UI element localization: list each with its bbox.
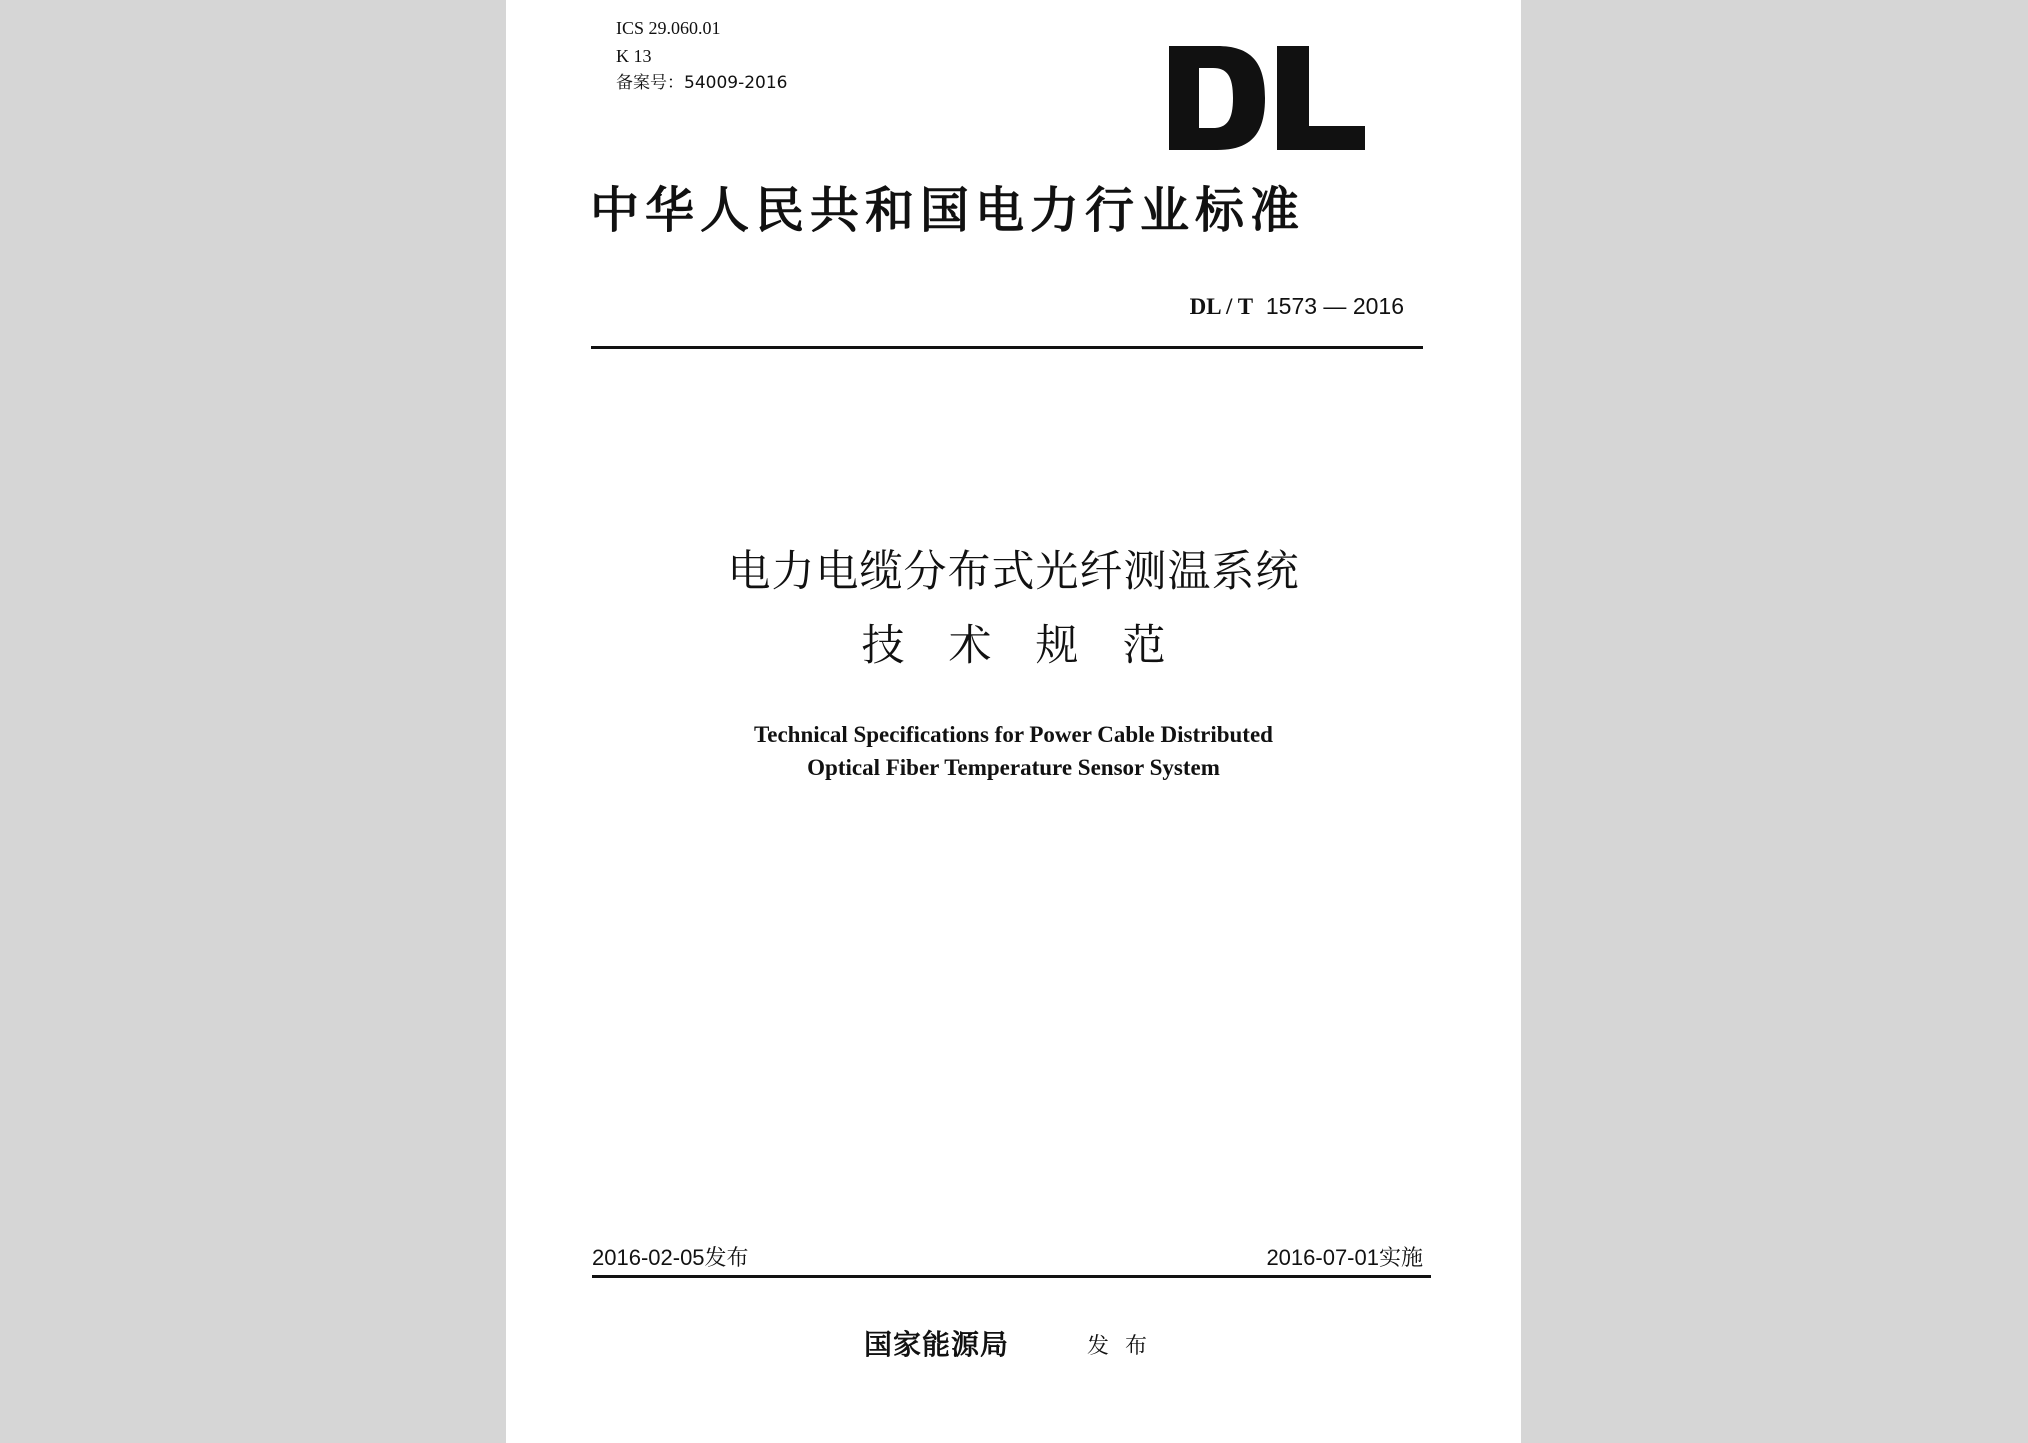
filing-number: 备案号：54009-2016	[616, 73, 788, 93]
document-page	[506, 0, 1521, 1443]
implementation-date-value: 2016-07-01	[1266, 1245, 1379, 1270]
dl-logo	[1169, 46, 1369, 150]
chinese-title-line-2: 技术规范	[861, 621, 1210, 671]
implementation-date	[1266, 1243, 1423, 1274]
implementation-date-suffix: 实施	[1378, 1246, 1423, 1271]
ics-code: ICS 29.060.01	[616, 18, 721, 38]
standard-prefix: DL / T	[1189, 294, 1254, 319]
english-title-line-2: Optical Fiber Temperature Sensor System	[807, 755, 1220, 780]
industry-standard-title: 中华人民共和国电力行业标准	[590, 182, 1306, 239]
issuing-action: 发布	[1087, 1334, 1164, 1359]
issue-date-suffix: 发布	[704, 1246, 749, 1271]
issue-date-value: 2016-02-05	[592, 1245, 705, 1270]
standard-code: 1573 — 2016	[1265, 293, 1404, 319]
english-title-line-1: Technical Specifications for Power Cable Distributed	[754, 722, 1273, 747]
standard-number	[1190, 291, 1404, 322]
chinese-title-line-1: 电力电缆分布式光纤测温系统	[727, 547, 1300, 597]
ccs-code: K 13	[616, 46, 652, 66]
issuing-authority: 国家能源局	[864, 1328, 1010, 1361]
header-divider	[591, 346, 1423, 349]
issue-date	[592, 1243, 749, 1274]
footer-divider	[592, 1275, 1431, 1278]
